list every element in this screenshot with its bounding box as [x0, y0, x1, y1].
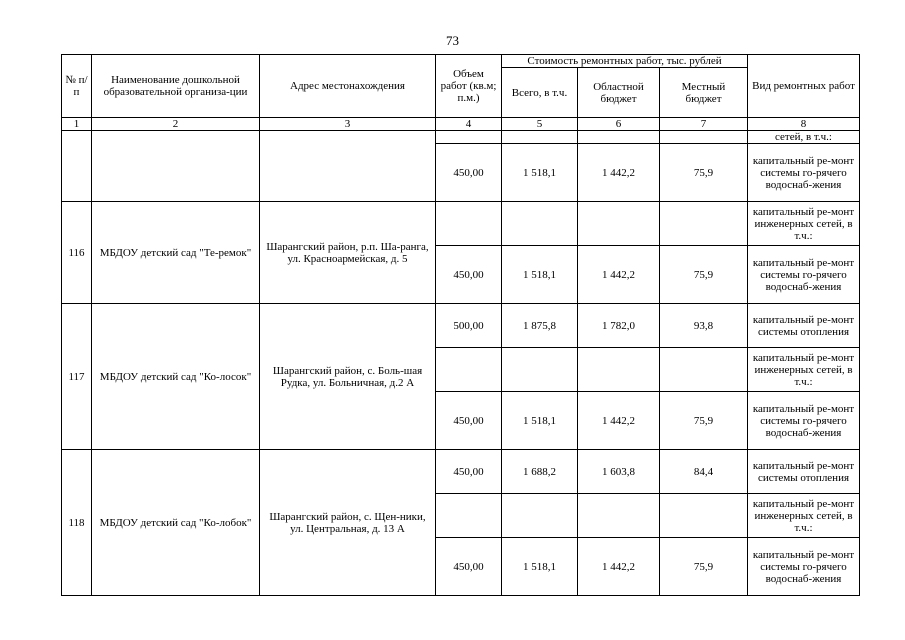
- cell-local: [660, 494, 748, 538]
- cell-local: 75,9: [660, 246, 748, 304]
- table-row: [62, 304, 860, 348]
- column-index: 8: [748, 118, 860, 131]
- cell-volume: [436, 348, 502, 392]
- cell-name: МБДОУ детский сад "Те-ремок": [92, 202, 260, 304]
- page-number: 73: [446, 33, 459, 48]
- cell-volume: 450,00: [436, 392, 502, 450]
- header-address: Адрес местонахождения: [260, 55, 436, 118]
- cell-volume: [436, 202, 502, 246]
- cell-address: Шарангский район, с. Боль-шая Рудка, ул. Больничная, д.2 А: [260, 304, 436, 450]
- cell-total: 1 518,1: [502, 144, 578, 202]
- cell-volume: [436, 131, 502, 144]
- cell-volume: [436, 494, 502, 538]
- table-row: [62, 202, 860, 246]
- column-index: 7: [660, 118, 748, 131]
- header-row-1: [62, 55, 860, 68]
- cell-address: [260, 131, 436, 202]
- cell-regional: 1 442,2: [578, 538, 660, 596]
- cell-volume: 500,00: [436, 304, 502, 348]
- header-cost-group: Стоимость ремонтных работ, тыс. рублей: [502, 55, 748, 68]
- cell-regional: [578, 348, 660, 392]
- cell-regional: 1 782,0: [578, 304, 660, 348]
- cell-regional: 1 442,2: [578, 144, 660, 202]
- header-local: Местный бюджет: [660, 68, 748, 118]
- column-index: 5: [502, 118, 578, 131]
- cell-name: МБДОУ детский сад "Ко-лосок": [92, 304, 260, 450]
- cell-name: [92, 131, 260, 202]
- cell-address: Шарангский район, с. Щен-ники, ул. Центральная, д. 13 А: [260, 450, 436, 596]
- cell-local: [660, 348, 748, 392]
- cell-kind: капитальный ре-монт инженерных сетей, в т.ч.:: [748, 348, 860, 392]
- column-index: 1: [62, 118, 92, 131]
- cell-total: 1 875,8: [502, 304, 578, 348]
- cell-regional: 1 603,8: [578, 450, 660, 494]
- cell-local: 93,8: [660, 304, 748, 348]
- cell-local: [660, 131, 748, 144]
- cell-regional: 1 442,2: [578, 392, 660, 450]
- column-index: 2: [92, 118, 260, 131]
- cell-kind: капитальный ре-монт инженерных сетей, в т.ч.:: [748, 202, 860, 246]
- cell-local: 75,9: [660, 144, 748, 202]
- cell-local: [660, 202, 748, 246]
- cell-local: 75,9: [660, 538, 748, 596]
- cell-kind: капитальный ре-монт инженерных сетей, в т.ч.:: [748, 494, 860, 538]
- column-index: 4: [436, 118, 502, 131]
- cell-num: 117: [62, 304, 92, 450]
- cell-kind: капитальный ре-монт системы отопления: [748, 450, 860, 494]
- cell-kind: капитальный ре-монт системы го-рячего водоснаб-жения: [748, 144, 860, 202]
- cell-num: [62, 131, 92, 202]
- cell-regional: [578, 131, 660, 144]
- repair-works-table: [61, 54, 860, 596]
- cell-kind: сетей, в т.ч.:: [748, 131, 860, 144]
- cell-num: 116: [62, 202, 92, 304]
- cell-kind: капитальный ре-монт системы го-рячего водоснаб-жения: [748, 538, 860, 596]
- header-regional: Областной бюджет: [578, 68, 660, 118]
- cell-total: 1 518,1: [502, 538, 578, 596]
- cell-name: МБДОУ детский сад "Ко-лобок": [92, 450, 260, 596]
- column-index: 6: [578, 118, 660, 131]
- table-row: [62, 450, 860, 494]
- header-kind: Вид ремонтных работ: [748, 55, 860, 118]
- cell-local: 75,9: [660, 392, 748, 450]
- cell-regional: [578, 202, 660, 246]
- cell-total: 1 518,1: [502, 392, 578, 450]
- cell-total: 1 688,2: [502, 450, 578, 494]
- cell-kind: капитальный ре-монт системы отопления: [748, 304, 860, 348]
- cell-regional: [578, 494, 660, 538]
- column-index: 3: [260, 118, 436, 131]
- cell-total: [502, 494, 578, 538]
- table-row: [62, 131, 860, 144]
- cell-num: 118: [62, 450, 92, 596]
- header-org: Наименование дошкольной образовательной организа-ции: [92, 55, 260, 118]
- cell-volume: 450,00: [436, 144, 502, 202]
- cell-total: [502, 131, 578, 144]
- header-volume: Объем работ (кв.м; п.м.): [436, 55, 502, 118]
- cell-local: 84,4: [660, 450, 748, 494]
- header-num: № п/п: [62, 55, 92, 118]
- header-total: Всего, в т.ч.: [502, 68, 578, 118]
- column-index-row: [62, 118, 860, 131]
- cell-total: 1 518,1: [502, 246, 578, 304]
- cell-regional: 1 442,2: [578, 246, 660, 304]
- cell-kind: капитальный ре-монт системы го-рячего водоснаб-жения: [748, 246, 860, 304]
- cell-volume: 450,00: [436, 450, 502, 494]
- cell-volume: 450,00: [436, 246, 502, 304]
- cell-address: Шарангский район, р.п. Ша-ранга, ул. Красноармейская, д. 5: [260, 202, 436, 304]
- cell-total: [502, 202, 578, 246]
- cell-volume: 450,00: [436, 538, 502, 596]
- cell-total: [502, 348, 578, 392]
- cell-kind: капитальный ре-монт системы го-рячего водоснаб-жения: [748, 392, 860, 450]
